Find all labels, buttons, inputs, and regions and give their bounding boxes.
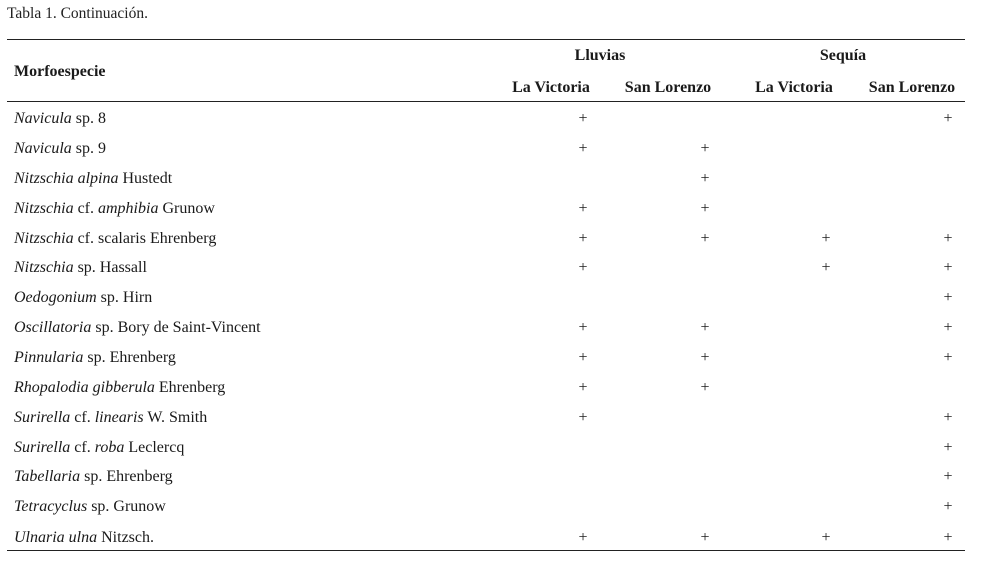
species-name [14,467,173,487]
author-name: Ehrenberg [102,468,173,485]
author-name: Hirn [118,289,153,306]
author-name: Hustedt [118,170,173,187]
presence-mark: + [578,379,588,396]
table-row [0,169,981,199]
presence-mark: + [821,259,831,276]
presence-mark: + [578,319,588,336]
table-row [0,408,981,438]
presence-mark: + [578,349,588,366]
epithet-plain: cf. [70,409,95,426]
presence-mark: + [943,319,953,336]
author-name: W. Smith [143,409,208,426]
table-row [0,258,981,288]
epithet-plain: cf. [70,439,95,456]
epithet-italic: amphibia [98,200,159,217]
species-name [14,229,216,249]
genus-name: Oscillatoria [14,319,92,336]
epithet-plain: sp. [96,289,119,306]
genus-name: Ulnaria [14,529,65,546]
epithet-plain: sp. [80,468,103,485]
author-name: Grunow [109,498,166,515]
table-row [0,497,981,527]
presence-mark: + [700,200,710,217]
epithet-plain: sp. [83,349,106,366]
genus-name: Oedogonium [14,289,97,306]
author-name: Ehrenberg [145,230,217,247]
species-name [14,438,184,458]
table-row [0,318,981,348]
table-row [0,378,981,408]
presence-mark: + [821,230,831,247]
species-name [14,109,106,129]
genus-name: Nitzschia [14,230,74,247]
presence-mark: + [578,529,588,546]
genus-name: Nitzschia [14,170,74,187]
genus-name: Nitzschia [14,200,74,217]
table-row [0,199,981,229]
species-name [14,497,166,517]
species-name [14,199,215,219]
epithet-plain: sp. 9 [71,140,106,157]
genus-name: Tetracyclus [14,498,88,515]
table-bottom-rule [7,550,965,551]
epithet-plain: sp. [73,259,96,276]
table-row [0,438,981,468]
presence-mark: + [578,200,588,217]
epithet-italic: ulna [68,529,98,546]
table-row [0,467,981,497]
presence-mark: + [578,140,588,157]
col-header-lluvias-la-victoria: La Victoria [512,79,590,96]
author-name: Leclercq [124,439,185,456]
table-row [0,348,981,378]
genus-name: Surirella [14,409,71,426]
epithet-plain: cf. [73,200,98,217]
species-column-header: Morfoespecie [14,63,106,80]
table-row [0,139,981,169]
author-name: Nitzsch. [97,529,154,546]
presence-mark: + [700,170,710,187]
table-top-rule [7,39,965,40]
epithet-italic: alpina [77,170,119,187]
presence-mark: + [578,259,588,276]
presence-mark: + [943,498,953,515]
species-name [14,139,106,159]
presence-mark: + [943,259,953,276]
species-name [14,348,176,368]
col-header-sequia-san-lorenzo: San Lorenzo [868,79,956,96]
presence-mark: + [943,529,953,546]
genus-name: Tabellaria [14,468,81,485]
genus-name: Rhopalodia [14,379,89,396]
group-header-lluvias: Lluvias [574,47,626,64]
presence-mark: + [700,230,710,247]
author-name: Ehrenberg [154,379,226,396]
presence-mark: + [943,409,953,426]
epithet-italic: linearis [94,409,144,426]
species-name [14,318,261,338]
table-row [0,229,981,259]
table-row [0,109,981,139]
species-name [14,169,172,189]
presence-mark: + [943,230,953,247]
table-row [0,528,981,558]
species-name [14,288,152,308]
species-name [14,408,207,428]
genus-name: Pinnularia [14,349,84,366]
presence-mark: + [943,468,953,485]
species-name [14,258,147,278]
table-caption: Tabla 1. Continuación. [7,5,148,22]
epithet-italic: gibberula [92,379,155,396]
group-header-sequia: Sequía [819,47,867,64]
presence-mark: + [578,230,588,247]
col-header-sequia-la-victoria: La Victoria [755,79,833,96]
epithet-plain: sp. 8 [71,110,106,127]
genus-name: Navicula [14,110,72,127]
epithet-italic: roba [94,439,125,456]
presence-mark: + [943,289,953,306]
presence-mark: + [700,529,710,546]
presence-mark: + [700,379,710,396]
presence-mark: + [700,349,710,366]
presence-mark: + [700,319,710,336]
species-name [14,528,154,548]
presence-mark: + [700,140,710,157]
genus-name: Surirella [14,439,71,456]
author-name: Grunow [158,200,215,217]
presence-mark: + [578,110,588,127]
epithet-plain: sp. [87,498,110,515]
presence-mark: + [578,409,588,426]
author-name: Bory de Saint-Vincent [113,319,261,336]
presence-mark: + [821,529,831,546]
presence-mark: + [943,349,953,366]
table-header-rule [7,101,965,102]
epithet-plain: cf. scalaris [73,230,146,247]
col-header-lluvias-san-lorenzo: San Lorenzo [624,79,712,96]
table-row [0,288,981,318]
author-name: Hassall [95,259,147,276]
genus-name: Nitzschia [14,259,74,276]
species-name [14,378,225,398]
presence-mark: + [943,439,953,456]
epithet-plain: sp. [91,319,114,336]
presence-mark: + [943,110,953,127]
genus-name: Navicula [14,140,72,157]
author-name: Ehrenberg [105,349,176,366]
